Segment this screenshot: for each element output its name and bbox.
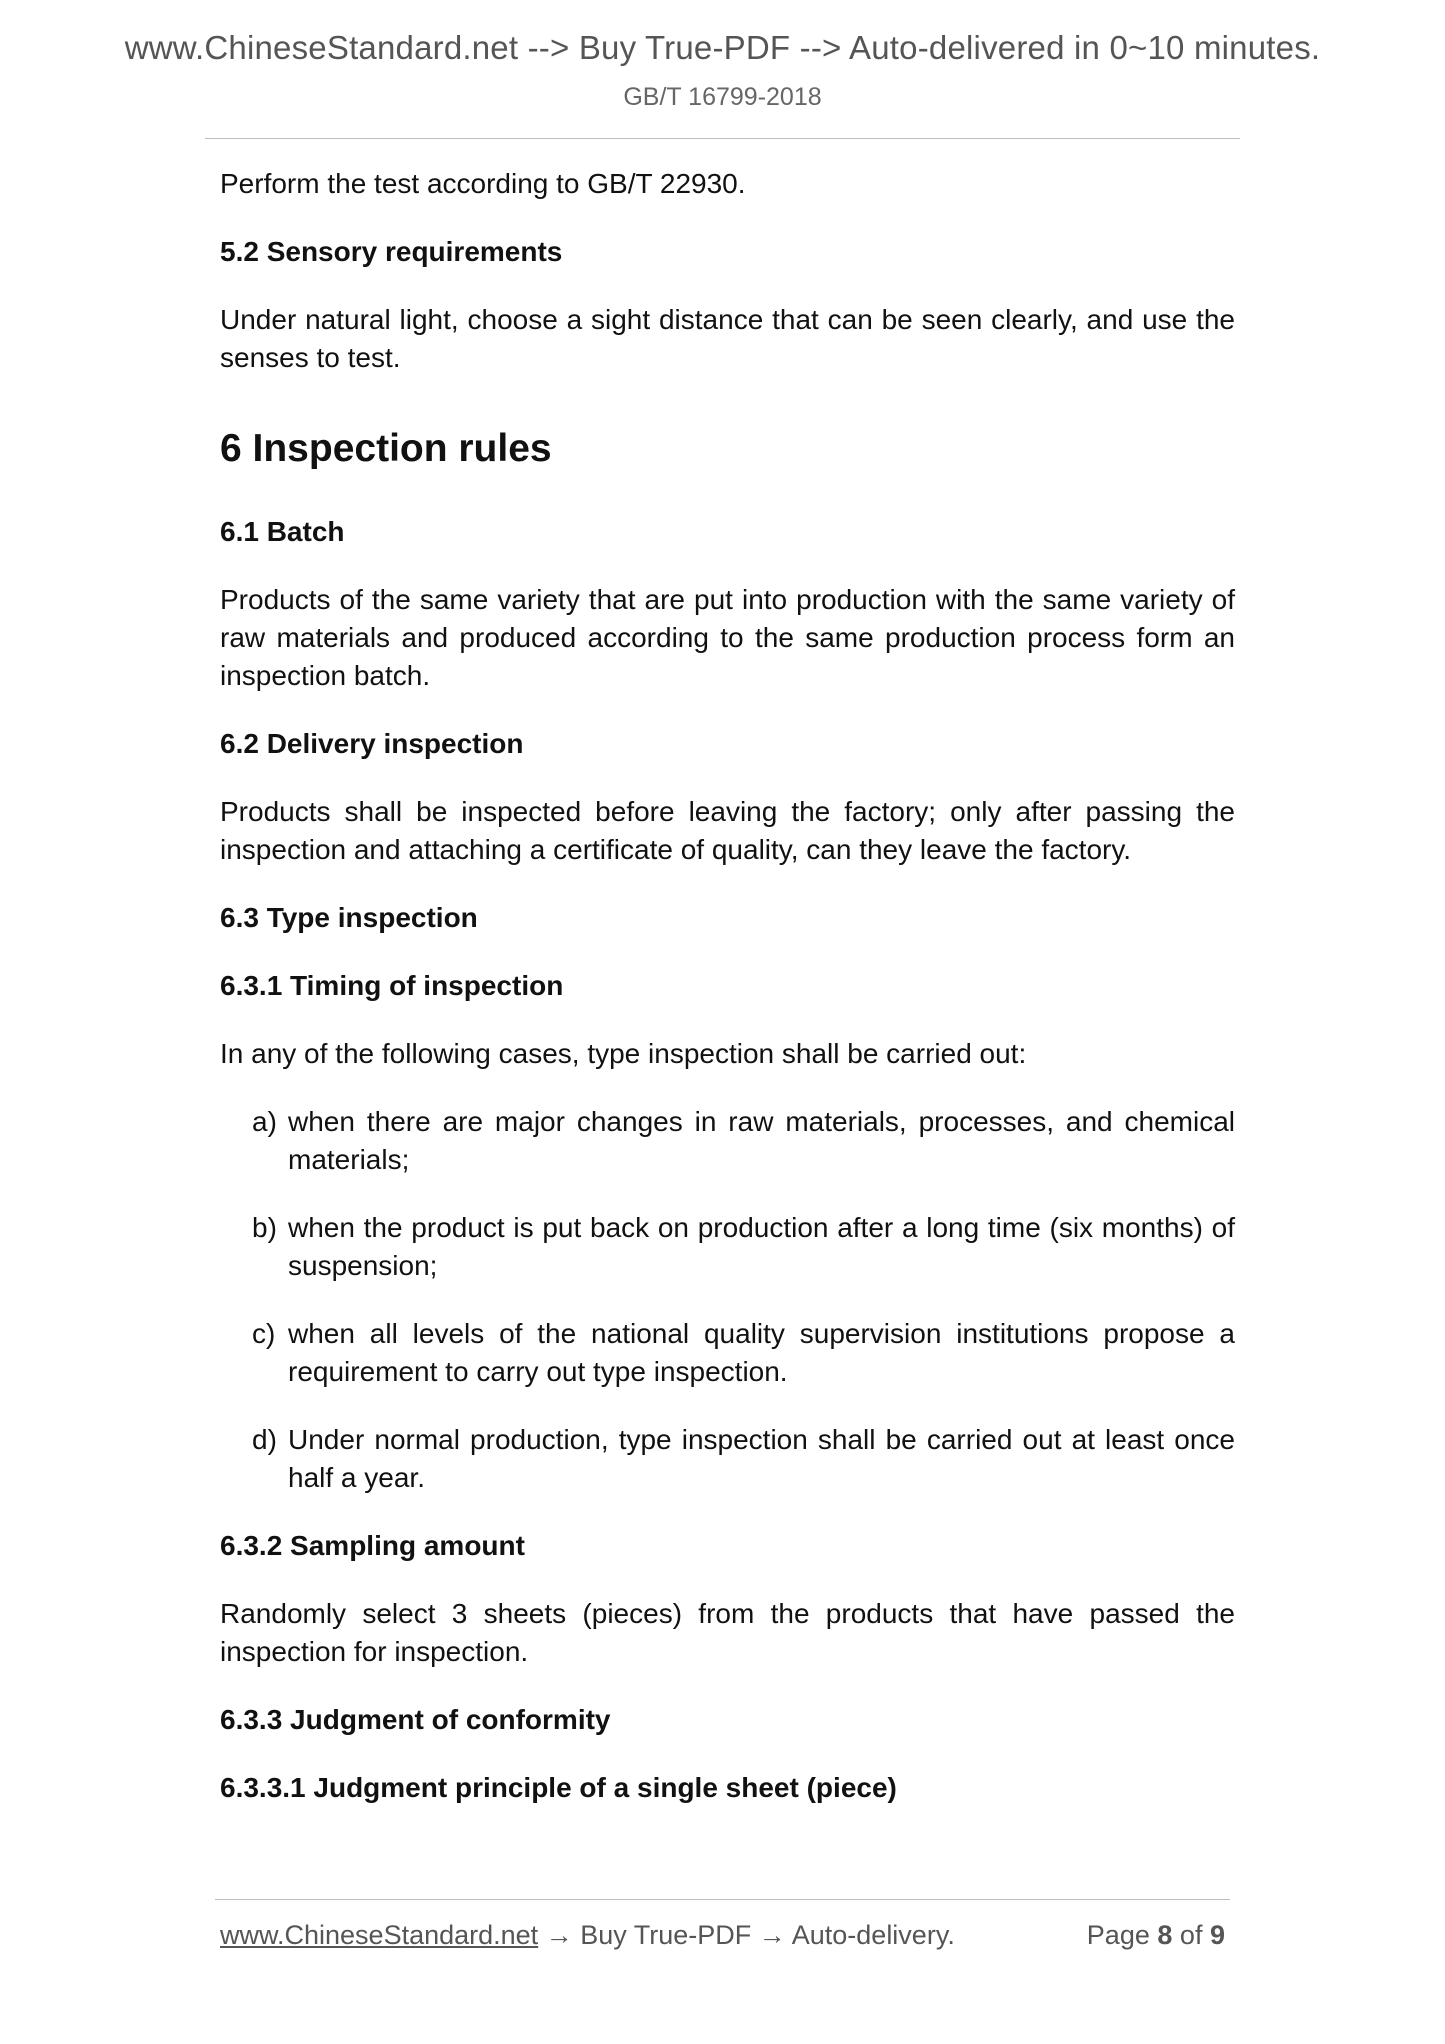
footer-promo bbox=[220, 1918, 955, 1952]
paragraph-6-3-1: In any of the following cases, type inspection shall be carried out: bbox=[220, 1038, 1027, 1069]
heading-6-1: 6.1 Batch bbox=[220, 516, 345, 547]
of-label: of bbox=[1179, 1920, 1203, 1950]
footer-site-link[interactable]: www.ChineseStandard.net bbox=[220, 1920, 539, 1950]
paragraph-5-2: Under natural light, choose a sight distance that can be seen clearly, and use the senses to test. bbox=[220, 304, 1235, 373]
heading-6-3: 6.3 Type inspection bbox=[220, 902, 478, 933]
page-label: Page bbox=[1086, 1920, 1150, 1950]
heading-6-3-3: 6.3.3 Judgment of conformity bbox=[220, 1704, 611, 1735]
heading-6-3-2: 6.3.2 Sampling amount bbox=[220, 1530, 525, 1561]
heading-6: 6 Inspection rules bbox=[220, 427, 552, 470]
heading-5-2: 5.2 Sensory requirements bbox=[220, 236, 563, 267]
list-marker: c) bbox=[252, 1318, 276, 1349]
page-indicator bbox=[1087, 1918, 1225, 1952]
list-item-text: when all levels of the national quality supervision institutions propose a requirement to carry out type inspection. bbox=[288, 1318, 1235, 1387]
paragraph-6-1: Products of the same variety that are put into production with the same variety of raw materials and produced according to the same production process form an inspection batch. bbox=[220, 584, 1235, 691]
heading-6-3-1: 6.3.1 Timing of inspection bbox=[220, 970, 564, 1001]
current-page-number: 8 bbox=[1157, 1920, 1173, 1950]
header-banner: www.ChineseStandard.net --> Buy True-PDF --> Auto-delivered in 0~10 minutes. bbox=[124, 29, 1321, 66]
heading-6-2: 6.2 Delivery inspection bbox=[220, 728, 524, 759]
footer-divider bbox=[215, 1899, 1230, 1900]
list-item bbox=[220, 1421, 1235, 1497]
list-marker: d) bbox=[252, 1424, 277, 1455]
total-page-count: 9 bbox=[1209, 1920, 1225, 1950]
list-marker: a) bbox=[252, 1106, 277, 1137]
list-item-text: when the product is put back on production after a long time (six months) of suspension; bbox=[288, 1212, 1235, 1281]
list-item-text: when there are major changes in raw materials, processes, and chemical materials; bbox=[288, 1106, 1235, 1175]
heading-6-3-3-1: 6.3.3.1 Judgment principle of a single sheet (piece) bbox=[220, 1772, 897, 1803]
paragraph-6-3-2: Randomly select 3 sheets (pieces) from the products that have passed the inspection for inspection. bbox=[220, 1598, 1235, 1667]
paragraph-6-2: Products shall be inspected before leaving the factory; only after passing the inspection and attaching a certificate of quality, can they leave the factory. bbox=[220, 796, 1235, 865]
footer-promo-text: → Buy True-PDF → Auto-delivery. bbox=[538, 1920, 955, 1950]
list-item bbox=[220, 1315, 1235, 1391]
list-item bbox=[220, 1103, 1235, 1179]
paragraph-test-method: Perform the test according to GB/T 22930. bbox=[220, 168, 746, 199]
list-item bbox=[220, 1209, 1235, 1285]
header-divider bbox=[205, 138, 1240, 139]
page-header bbox=[0, 28, 1445, 112]
standard-code: GB/T 16799-2018 bbox=[623, 83, 822, 111]
list-item-text: Under normal production, type inspection shall be carried out at least once half a year. bbox=[288, 1424, 1235, 1493]
document-body bbox=[220, 165, 1235, 1837]
list-marker: b) bbox=[252, 1212, 277, 1243]
